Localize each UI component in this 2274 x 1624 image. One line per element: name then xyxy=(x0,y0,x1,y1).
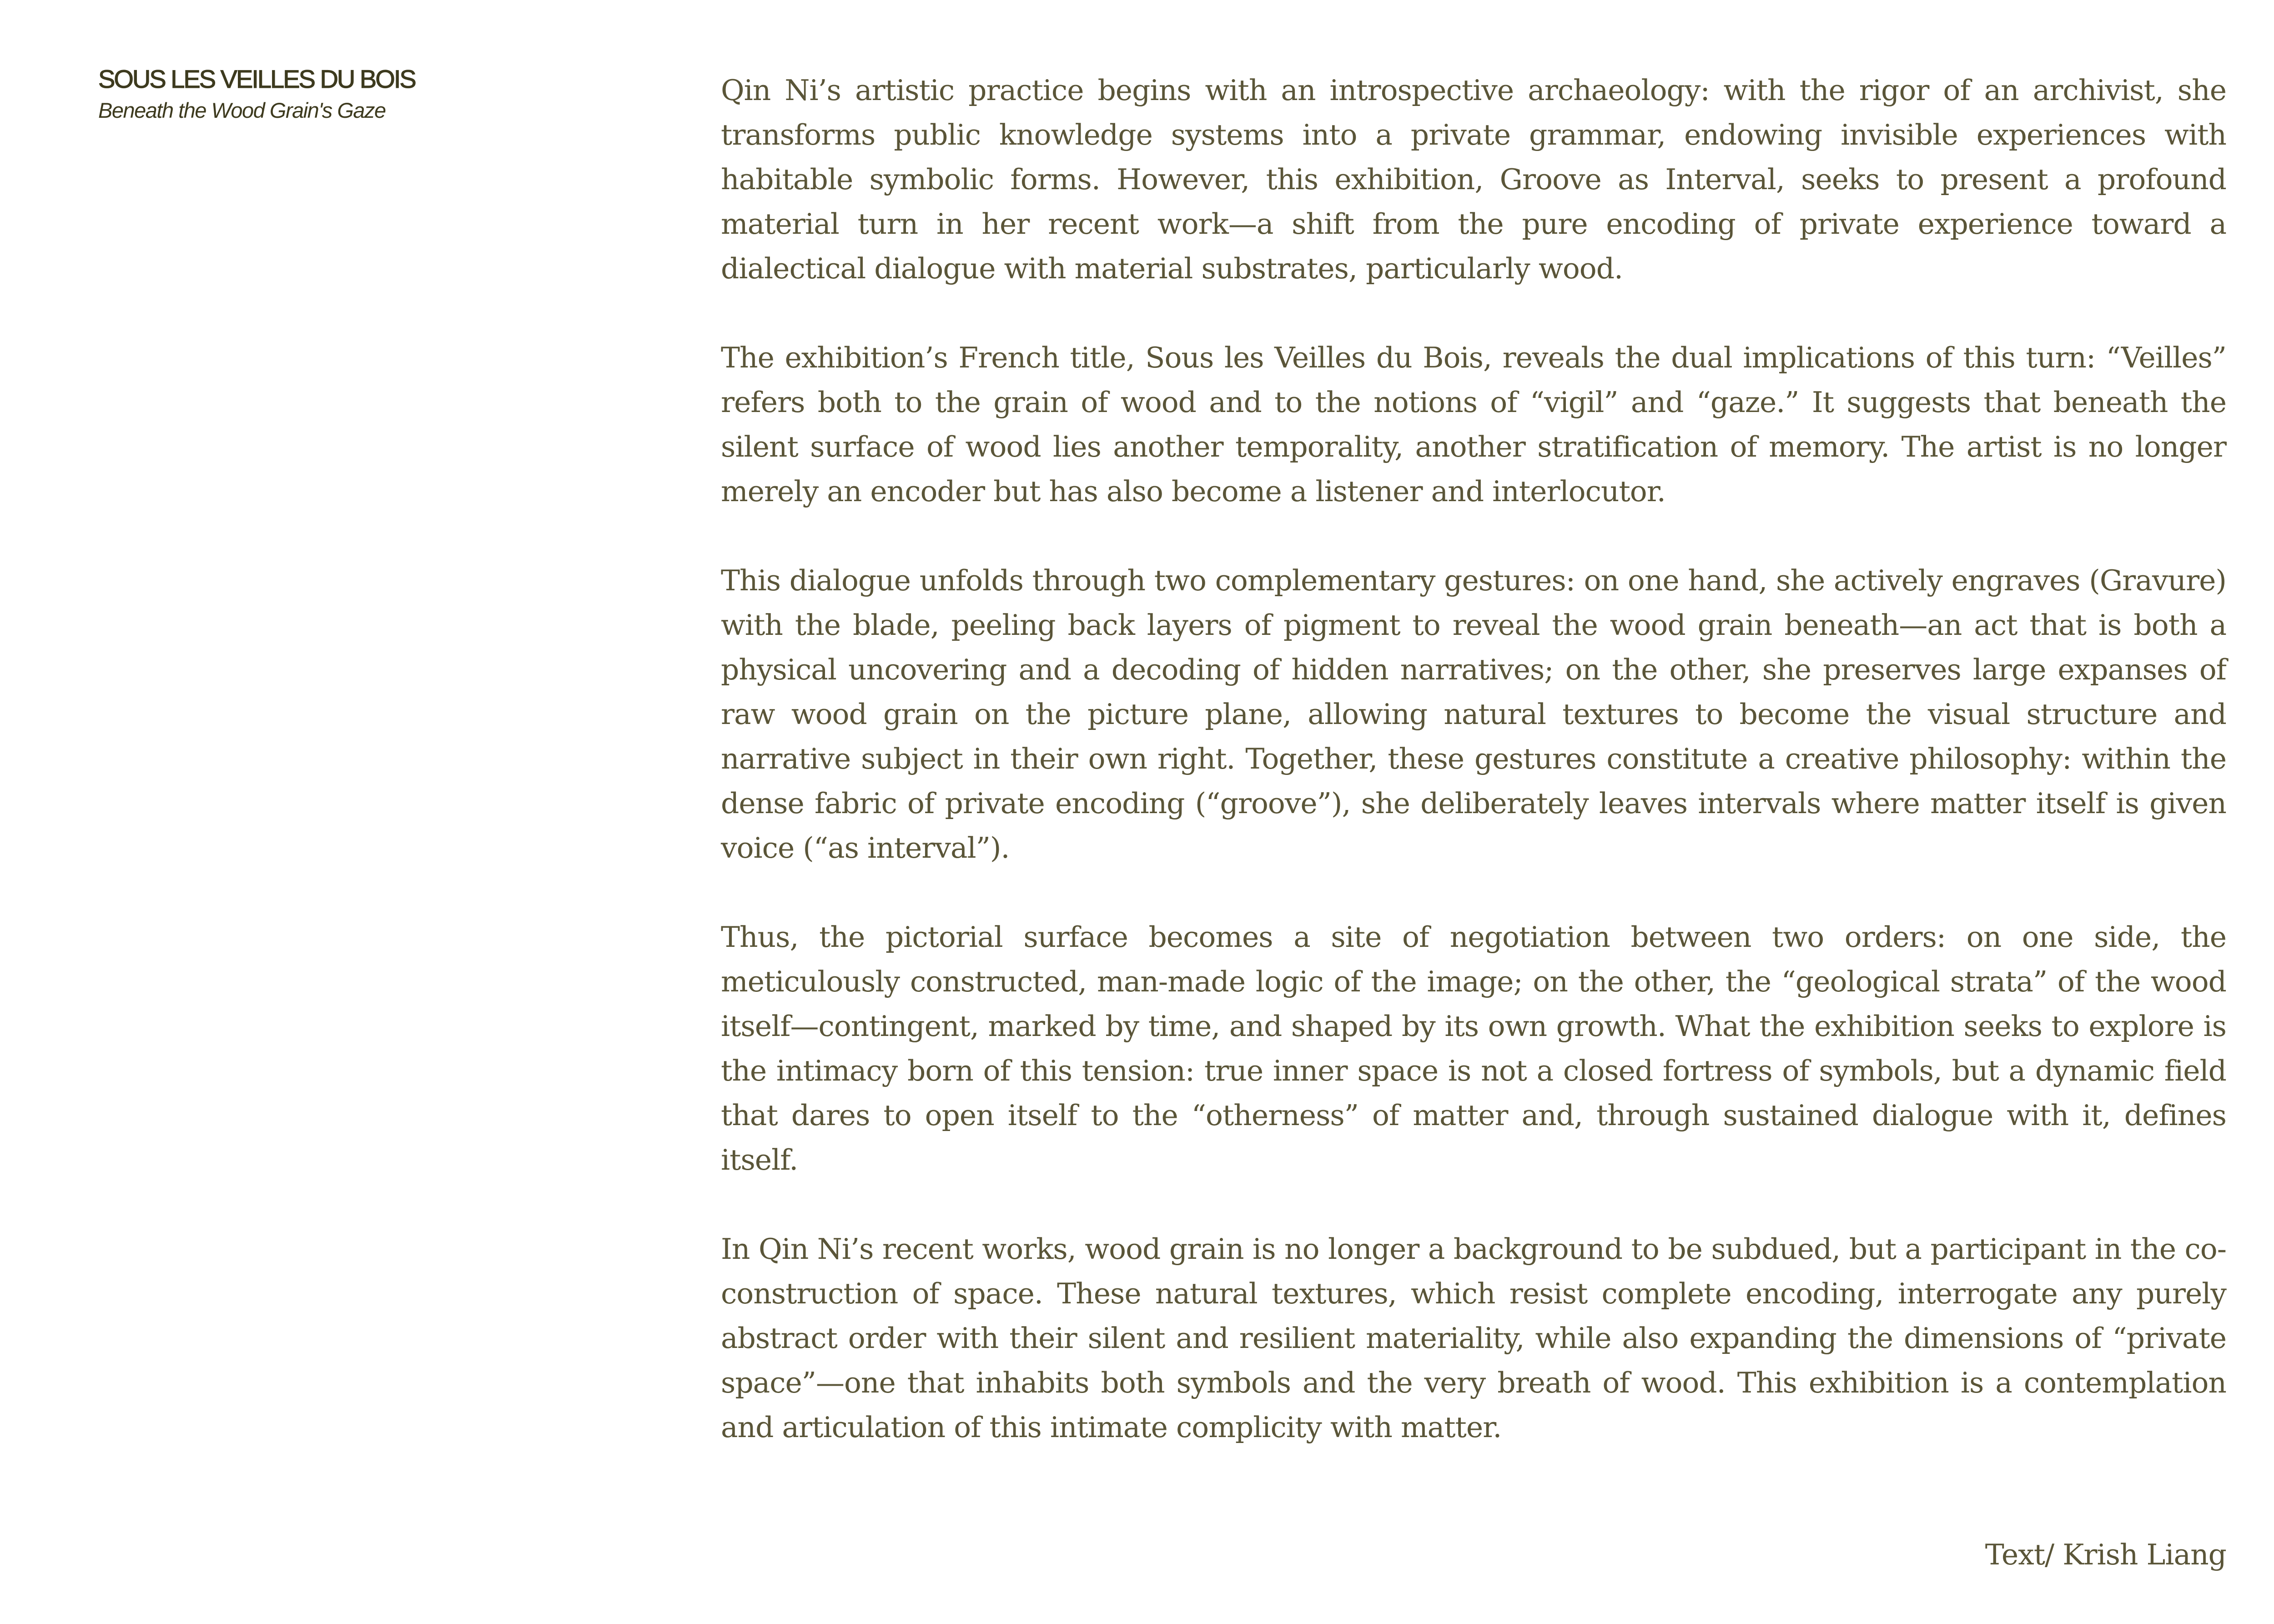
exhibition-title: SOUS LES VEILLES DU BOIS xyxy=(98,65,415,93)
essay-paragraph-3: This dialogue unfolds through two complementary gestures: on one hand, she actively engraves (Gravure) with the blade, peeling back layers of pigment to reveal the wood grain beneath—an act that is both a physical uncovering and a decoding of hidden narratives; on the other, she preserves large expanses of raw wood grain on the picture plane, allowing natural textures to become the visual structure and narrative subject in their own right. Together, these gestures constitute a creative philosophy: within the dense fabric of private encoding (“groove”), she deliberately leaves intervals where matter itself is given voice (“as interval”). xyxy=(721,564,2226,865)
essay-paragraph-1: Qin Ni’s artistic practice begins with an introspective archaeology: with the rigor of an archivist, she transforms public knowledge systems into a private grammar, endowing invisible experiences with habitable symbolic forms. However, this exhibition, Groove as Interval, seeks to present a profound material turn in her recent work—a shift from the pure encoding of private experience toward a dialectical dialogue with material substrates, particularly wood. xyxy=(721,74,2226,285)
essay-body xyxy=(721,68,2226,1494)
exhibition-subtitle: Beneath the Wood Grain's Gaze xyxy=(98,98,386,122)
essay-paragraph-4: Thus, the pictorial surface becomes a site of negotiation between two orders: on one side, the meticulously constructed, man-made logic of the image; on the other, the “geological strata” of the wood itself—contingent, marked by time, and shaped by its own growth. What the exhibition seeks to explore is the intimacy born of this tension: true inner space is not a closed fortress of symbols, but a dynamic field that dares to open itself to the “otherness” of matter and, through sustained dialogue with it, defines itself. xyxy=(721,920,2226,1177)
header-block xyxy=(98,63,644,126)
essay-paragraph-2: The exhibition’s French title, Sous les Veilles du Bois, reveals the dual implications of this turn: “Veilles” refers both to the grain of wood and to the notions of “vigil” and “gaze.” It suggests that beneath the silent surface of wood lies another temporality, another stratification of memory. The artist is no longer merely an encoder but has also become a listener and interlocutor. xyxy=(721,341,2226,508)
essay-paragraph-5: In Qin Ni’s recent works, wood grain is no longer a background to be subdued, but a participant in the co-construction of space. These natural textures, which resist complete encoding, interrogate any purely abstract order with their silent and resilient materiality, while also expanding the dimensions of “private space”—one that inhabits both symbols and the very breath of wood. This exhibition is a contemplation and articulation of this intimate complicity with matter. xyxy=(721,1232,2226,1444)
author-credit: Text/ Krish Liang xyxy=(1985,1538,2226,1571)
